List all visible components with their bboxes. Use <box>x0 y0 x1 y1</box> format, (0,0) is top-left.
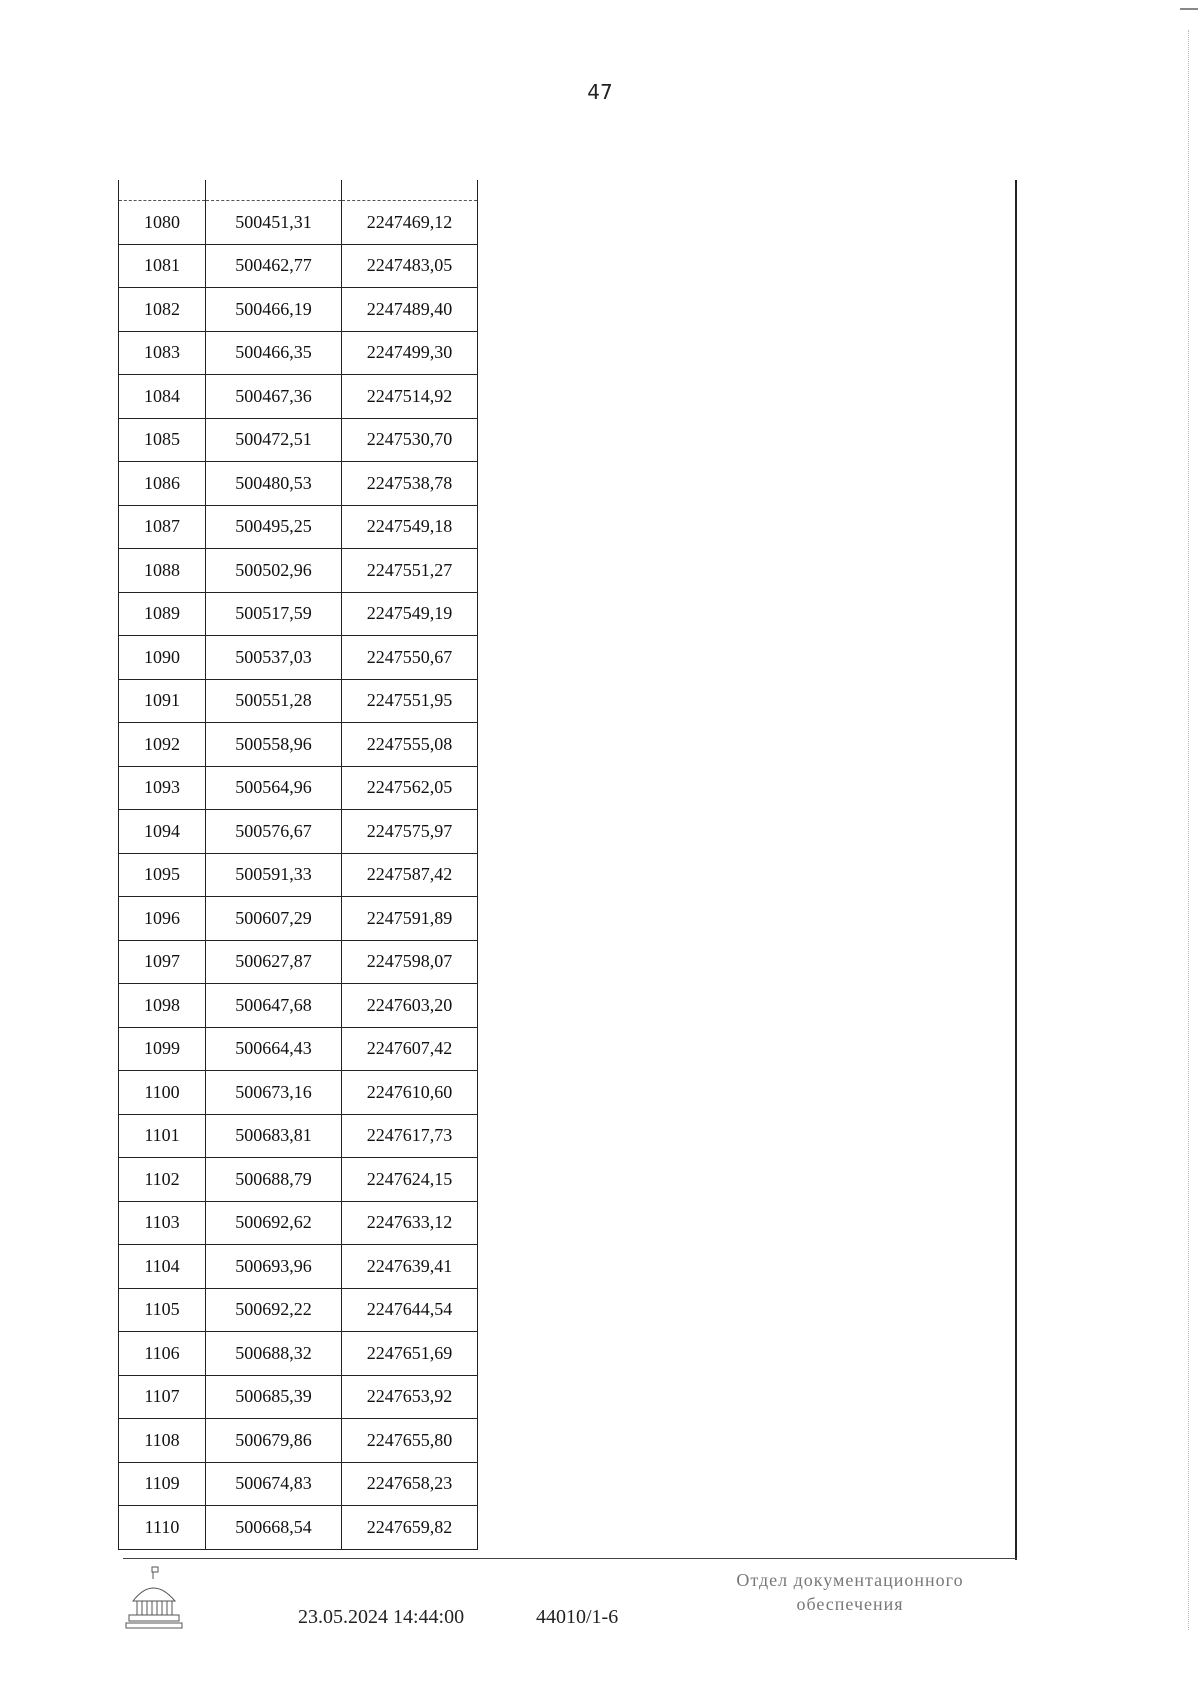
y-coordinate-cell: 2247633,12 <box>342 1201 478 1245</box>
x-coordinate-cell: 500647,68 <box>206 984 342 1028</box>
x-coordinate-cell: 500576,67 <box>206 810 342 854</box>
point-number-cell: 1100 <box>119 1071 206 1115</box>
x-coordinate-cell: 500668,54 <box>206 1506 342 1550</box>
point-number-cell: 1106 <box>119 1332 206 1376</box>
table-row <box>119 244 478 288</box>
table-row <box>119 1375 478 1419</box>
table-row <box>119 853 478 897</box>
y-coordinate-cell: 2247658,23 <box>342 1462 478 1506</box>
point-number-cell: 1105 <box>119 1288 206 1332</box>
point-number-cell: 1081 <box>119 244 206 288</box>
y-coordinate-cell: 2247489,40 <box>342 288 478 332</box>
x-coordinate-cell: 500692,22 <box>206 1288 342 1332</box>
x-coordinate-cell: 500451,31 <box>206 201 342 245</box>
table-row <box>119 636 478 680</box>
x-coordinate-cell: 500683,81 <box>206 1114 342 1158</box>
point-number-cell: 1086 <box>119 462 206 506</box>
table-header-stub <box>119 180 478 201</box>
point-number-cell: 1089 <box>119 592 206 636</box>
y-coordinate-cell: 2247499,30 <box>342 331 478 375</box>
x-coordinate-cell: 500664,43 <box>206 1027 342 1071</box>
x-coordinate-cell: 500466,19 <box>206 288 342 332</box>
table-row <box>119 288 478 332</box>
government-building-icon <box>123 1565 185 1631</box>
x-coordinate-cell: 500466,35 <box>206 331 342 375</box>
point-number-cell: 1093 <box>119 766 206 810</box>
point-number-cell: 1096 <box>119 897 206 941</box>
scan-margin-marks <box>1188 30 1190 1630</box>
point-number-cell: 1082 <box>119 288 206 332</box>
x-coordinate-cell: 500558,96 <box>206 723 342 767</box>
table-row <box>119 375 478 419</box>
y-coordinate-cell: 2247653,92 <box>342 1375 478 1419</box>
y-coordinate-cell: 2247549,19 <box>342 592 478 636</box>
department-line-1: Отдел документационного <box>736 1570 964 1590</box>
point-number-cell: 1099 <box>119 1027 206 1071</box>
table-row <box>119 940 478 984</box>
x-coordinate-cell: 500495,25 <box>206 505 342 549</box>
y-coordinate-cell: 2247530,70 <box>342 418 478 462</box>
table-row <box>119 1027 478 1071</box>
point-number-cell: 1098 <box>119 984 206 1028</box>
point-number-cell: 1084 <box>119 375 206 419</box>
x-coordinate-cell: 500564,96 <box>206 766 342 810</box>
stub-cell <box>342 180 478 201</box>
point-number-cell: 1110 <box>119 1506 206 1550</box>
table-row <box>119 549 478 593</box>
table-row <box>119 331 478 375</box>
y-coordinate-cell: 2247607,42 <box>342 1027 478 1071</box>
x-coordinate-cell: 500472,51 <box>206 418 342 462</box>
x-coordinate-cell: 500517,59 <box>206 592 342 636</box>
point-number-cell: 1095 <box>119 853 206 897</box>
y-coordinate-cell: 2247562,05 <box>342 766 478 810</box>
table-row <box>119 201 478 245</box>
table-row <box>119 1419 478 1463</box>
table-row <box>119 897 478 941</box>
x-coordinate-cell: 500537,03 <box>206 636 342 680</box>
x-coordinate-cell: 500673,16 <box>206 1071 342 1115</box>
y-coordinate-cell: 2247551,95 <box>342 679 478 723</box>
point-number-cell: 1091 <box>119 679 206 723</box>
y-coordinate-cell: 2247555,08 <box>342 723 478 767</box>
page-number: 47 <box>587 80 613 104</box>
x-coordinate-cell: 500674,83 <box>206 1462 342 1506</box>
point-number-cell: 1090 <box>119 636 206 680</box>
point-number-cell: 1107 <box>119 1375 206 1419</box>
stub-cell <box>206 180 342 201</box>
table-row <box>119 1506 478 1550</box>
table-row <box>119 1332 478 1376</box>
footer-department <box>700 1568 1000 1616</box>
y-coordinate-cell: 2247644,54 <box>342 1288 478 1332</box>
point-number-cell: 1101 <box>119 1114 206 1158</box>
x-coordinate-cell: 500627,87 <box>206 940 342 984</box>
x-coordinate-cell: 500467,36 <box>206 375 342 419</box>
point-number-cell: 1102 <box>119 1158 206 1202</box>
table-row <box>119 505 478 549</box>
coordinates-table <box>118 180 478 1550</box>
footer-date: 23.05.2024 14:44:00 <box>298 1606 465 1628</box>
point-number-cell: 1092 <box>119 723 206 767</box>
table-row <box>119 679 478 723</box>
y-coordinate-cell: 2247603,20 <box>342 984 478 1028</box>
x-coordinate-cell: 500685,39 <box>206 1375 342 1419</box>
point-number-cell: 1094 <box>119 810 206 854</box>
table-row <box>119 1462 478 1506</box>
x-coordinate-cell: 500692,62 <box>206 1201 342 1245</box>
y-coordinate-cell: 2247624,15 <box>342 1158 478 1202</box>
point-number-cell: 1097 <box>119 940 206 984</box>
x-coordinate-cell: 500551,28 <box>206 679 342 723</box>
x-coordinate-cell: 500607,29 <box>206 897 342 941</box>
y-coordinate-cell: 2247587,42 <box>342 853 478 897</box>
table-row <box>119 1158 478 1202</box>
y-coordinate-cell: 2247598,07 <box>342 940 478 984</box>
bottom-frame-line <box>123 1558 1017 1559</box>
y-coordinate-cell: 2247651,69 <box>342 1332 478 1376</box>
right-frame-line <box>1015 180 1017 1560</box>
y-coordinate-cell: 2247655,80 <box>342 1419 478 1463</box>
table-row <box>119 1114 478 1158</box>
point-number-cell: 1083 <box>119 331 206 375</box>
point-number-cell: 1108 <box>119 1419 206 1463</box>
point-number-cell: 1085 <box>119 418 206 462</box>
y-coordinate-cell: 2247483,05 <box>342 244 478 288</box>
point-number-cell: 1104 <box>119 1245 206 1289</box>
margin-mark <box>1180 8 1198 10</box>
table-row <box>119 723 478 767</box>
y-coordinate-cell: 2247659,82 <box>342 1506 478 1550</box>
point-number-cell: 1088 <box>119 549 206 593</box>
point-number-cell: 1080 <box>119 201 206 245</box>
x-coordinate-cell: 500693,96 <box>206 1245 342 1289</box>
y-coordinate-cell: 2247549,18 <box>342 505 478 549</box>
y-coordinate-cell: 2247514,92 <box>342 375 478 419</box>
table-row <box>119 418 478 462</box>
x-coordinate-cell: 500462,77 <box>206 244 342 288</box>
y-coordinate-cell: 2247617,73 <box>342 1114 478 1158</box>
table-row <box>119 462 478 506</box>
table-row <box>119 810 478 854</box>
point-number-cell: 1109 <box>119 1462 206 1506</box>
table-row <box>119 592 478 636</box>
point-number-cell: 1103 <box>119 1201 206 1245</box>
x-coordinate-cell: 500688,79 <box>206 1158 342 1202</box>
y-coordinate-cell: 2247591,89 <box>342 897 478 941</box>
table-row <box>119 1201 478 1245</box>
x-coordinate-cell: 500480,53 <box>206 462 342 506</box>
table-row <box>119 1288 478 1332</box>
department-line-2: обеспечения <box>796 1594 904 1614</box>
x-coordinate-cell: 500688,32 <box>206 1332 342 1376</box>
y-coordinate-cell: 2247639,41 <box>342 1245 478 1289</box>
table-row <box>119 1071 478 1115</box>
table-row <box>119 766 478 810</box>
table-row <box>119 1245 478 1289</box>
x-coordinate-cell: 500679,86 <box>206 1419 342 1463</box>
point-number-cell: 1087 <box>119 505 206 549</box>
y-coordinate-cell: 2247538,78 <box>342 462 478 506</box>
y-coordinate-cell: 2247610,60 <box>342 1071 478 1115</box>
stub-cell <box>119 180 206 201</box>
x-coordinate-cell: 500591,33 <box>206 853 342 897</box>
x-coordinate-cell: 500502,96 <box>206 549 342 593</box>
y-coordinate-cell: 2247575,97 <box>342 810 478 854</box>
y-coordinate-cell: 2247469,12 <box>342 201 478 245</box>
table-row <box>119 984 478 1028</box>
footer-document-code: 44010/1-6 <box>536 1606 619 1628</box>
y-coordinate-cell: 2247551,27 <box>342 549 478 593</box>
coordinates-table-body <box>119 180 478 1549</box>
y-coordinate-cell: 2247550,67 <box>342 636 478 680</box>
